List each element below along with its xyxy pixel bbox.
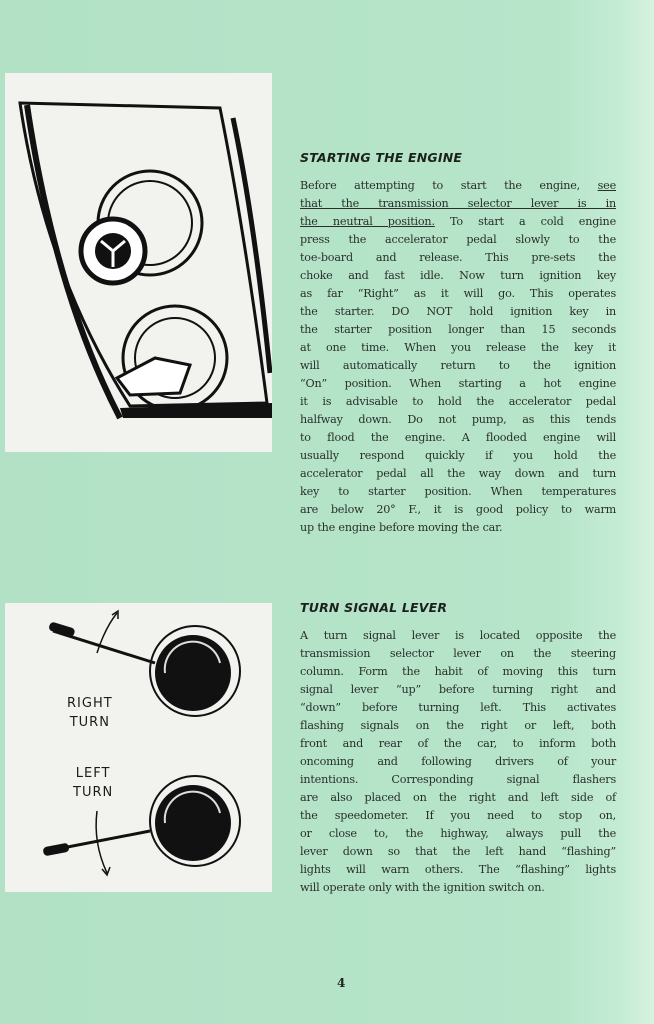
text-segment: lever down so that the left hand “flashing” — [300, 845, 616, 858]
text-line — [300, 753, 616, 771]
text-line — [300, 789, 616, 807]
text-segment: accelerator pedal all the way down and turn — [300, 467, 616, 480]
text-line — [300, 735, 616, 753]
text-segment: column. Form the habit of moving this turn — [300, 665, 616, 678]
text-segment: will operate only with the ignition switch on. — [300, 881, 545, 894]
text-line — [300, 231, 616, 249]
text-segment: are below 20° F., it is good policy to warm — [300, 503, 616, 516]
text-line — [300, 807, 616, 825]
text-segment: will automatically return to the ignition — [300, 359, 616, 372]
turn-label: TURN — [73, 785, 114, 800]
text-segment: “down” before turning left. This activates — [300, 701, 616, 714]
text-segment: usually respond quickly if you hold the — [300, 449, 616, 462]
text-segment: transmission selector lever on the steering — [300, 647, 616, 660]
section-starting-engine — [300, 150, 616, 537]
text-segment: to flood the engine. A flooded engine will — [300, 431, 616, 444]
text-segment: the speedometer. If you need to stop on, — [300, 809, 616, 822]
text-segment: choke and fast idle. Now turn ignition key — [300, 269, 616, 282]
text-segment: toe-board and release. This pre-sets the — [300, 251, 616, 264]
text-line — [300, 645, 616, 663]
text-segment: lights will warn others. The “flashing” lights — [300, 863, 616, 876]
text-line — [300, 483, 616, 501]
text-line — [300, 429, 616, 447]
text-segment: oncoming and following drivers of your — [300, 755, 616, 768]
text-segment: A turn signal lever is located opposite the — [300, 629, 616, 642]
text-line — [300, 717, 616, 735]
right-label: RIGHT — [67, 696, 113, 711]
text-segment: are also placed on the right and left side of — [300, 791, 616, 804]
section-body — [300, 177, 616, 537]
text-segment: intentions. Corresponding signal flashers — [300, 773, 616, 786]
text-line — [300, 177, 616, 195]
text-line — [300, 303, 616, 321]
text-segment: halfway down. Do not pump, as this tends — [300, 413, 616, 426]
text-line — [300, 411, 616, 429]
text-segment: Before attempting to start the engine, — [300, 179, 598, 192]
underlined-text: that the transmission selector lever is in — [300, 197, 616, 210]
text-segment: the starter position longer than 15 seconds — [300, 323, 616, 336]
ignition-switch — [117, 306, 227, 410]
section-body — [300, 627, 616, 897]
text-line — [300, 321, 616, 339]
text-line — [300, 375, 616, 393]
text-line — [300, 465, 616, 483]
text-line — [300, 249, 616, 267]
text-segment: signal lever “up” before turning right and — [300, 683, 616, 696]
text-line — [300, 663, 616, 681]
text-line — [300, 357, 616, 375]
left-label: LEFT — [75, 766, 111, 781]
right-turn-label — [67, 694, 113, 732]
text-line — [300, 339, 616, 357]
section-heading: STARTING THE ENGINE — [300, 150, 463, 165]
text-line — [300, 861, 616, 879]
text-segment: as far “Right” as it will go. This operates — [300, 287, 616, 300]
ignition-illustration — [5, 73, 272, 452]
text-line — [300, 843, 616, 861]
text-line — [300, 285, 616, 303]
text-line — [300, 681, 616, 699]
page-number: 4 — [337, 976, 346, 990]
text-segment: press the accelerator pedal slowly to the — [300, 233, 616, 246]
section-turn-signal — [300, 600, 616, 897]
underlined-text: see — [597, 179, 616, 192]
text-segment: at one time. When you release the key it — [300, 341, 616, 354]
text-line — [300, 267, 616, 285]
turn-signal-illustration — [5, 603, 272, 892]
left-turn-label — [73, 764, 113, 802]
underlined-text: the neutral position. — [300, 215, 435, 228]
text-segment: flashing signals on the right or left, both — [300, 719, 616, 732]
text-segment: key to starter position. When temperatures — [300, 485, 616, 498]
section-heading: TURN SIGNAL LEVER — [300, 600, 448, 615]
dashboard-knobs-drawing — [5, 73, 272, 452]
text-segment: it is advisable to hold the accelerator pedal — [300, 395, 616, 408]
text-segment: or close to, the highway, always pull the — [300, 827, 616, 840]
text-line — [300, 519, 616, 537]
text-line — [300, 825, 616, 843]
text-line — [300, 501, 616, 519]
text-line — [300, 213, 616, 231]
text-segment: “On” position. When starting a hot engine — [300, 377, 616, 390]
turn-signal-drawing — [5, 603, 272, 892]
text-line — [300, 699, 616, 717]
turn-label: TURN — [69, 715, 110, 730]
choke-knob — [81, 171, 202, 283]
text-line — [300, 627, 616, 645]
text-segment: the starter. DO NOT hold ignition key in — [300, 305, 616, 318]
text-line — [300, 447, 616, 465]
text-line — [300, 879, 616, 897]
text-line — [300, 393, 616, 411]
text-segment: front and rear of the car, to inform both — [300, 737, 616, 750]
text-line — [300, 195, 616, 213]
text-segment: To start a cold engine — [434, 215, 616, 228]
text-line — [300, 771, 616, 789]
text-segment: up the engine before moving the car. — [300, 521, 503, 534]
